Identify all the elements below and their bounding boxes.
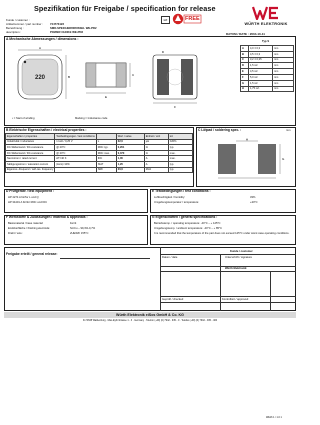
temperature-note: It is recommended that the temperature of the part does not exceed 125°C under worst case operating conditions. [154,232,290,235]
electrical-unit: A [144,161,168,167]
dim-unit: mm [273,63,294,69]
dim-unit: mm [273,74,294,80]
svg-text:D: D [161,50,165,54]
wuerth-logo [238,6,294,30]
dim-value: 5,0 ref. [249,74,273,80]
section-g-title: G Eigenschaften / general specifications : [152,215,218,219]
electrical-cond: ΔT=40 K [55,156,97,162]
company-line: Würth Elektronik eiSos GmbH & Co. KG [4,312,296,318]
col-value: Wert / value [116,134,144,140]
electrical-sym: RDC max. [96,150,116,156]
electrical-val: 0,370 [116,150,144,156]
finishing-label: Endoberfläche / finishing electrode: [8,227,50,230]
electrical-tol: typ. [168,161,192,167]
electrical-unit: µH [144,139,168,145]
electrical-prop: Induktivität / inductance [6,139,55,145]
svg-text:E: E [104,95,108,99]
release-label: Freigabe erteilt / general release: [6,252,58,256]
electrical-val: 0,261 [116,145,144,151]
dim-unit: mm [273,86,294,92]
svg-text:B: B [68,75,71,79]
svg-text:220: 220 [34,75,46,81]
rule-3 [160,271,296,272]
dim-value: 1,75 ref. [249,86,273,92]
electrical-tol: max. [168,150,192,156]
electrical-sym: RDC typ. [96,145,116,151]
dim-value: 3,2 ± 0,35 [249,57,273,63]
description-row [6,30,83,34]
dim-key: B [241,51,249,57]
checked-label: Geprüft / checked [162,298,184,301]
wuerth-heading: Würth Elektronik [225,267,247,270]
dimension-row [241,86,294,92]
dim-value: 4,0 ± 0,3 [249,46,273,52]
date-label: DATUM / DATE : 2004-10-11 [226,32,265,36]
section-e-title: E Testbedingungen / test conditions : [152,189,211,193]
we-logo-icon [252,6,280,20]
electrical-prop: Eigenres.-Frequenz / self-res. frequency [7,168,54,172]
electrical-cond: |ΔL/L|<10% [55,161,97,167]
mechanical-drawing [8,45,228,117]
humidity-value: 33% [250,196,256,199]
operating-temp: Betriebstemp. / operating temperature: -40°C – + 125°C [154,222,221,225]
dim-value: 1,5 ref. [249,63,273,69]
electrical-cond: @ 20°C [55,150,97,156]
electrical-sym: IDC [96,156,116,162]
temperature-value: +20°C [250,201,258,204]
svg-text:C: C [132,73,135,77]
free-label: FREE [185,16,200,22]
lead-free-logo [172,12,202,26]
dim-key: F [241,74,249,80]
electrical-table [5,133,193,173]
legend-marking: Marking = Inductance code [75,117,108,120]
description-label: description : [6,30,22,34]
electrical-sym: L [96,139,116,145]
test-equipment-1: HP 4274 A für/for L und Q [8,196,39,199]
svg-text:G: G [282,157,285,161]
electrical-val: 22,0 [116,139,144,145]
dimension-drawing [8,45,228,117]
description-value: POWER CHOKE WE-PD2 [50,30,84,34]
electrical-tol: max. [168,156,192,162]
dim-unit: mm [273,69,294,75]
customer-date-label: Datum / date [162,256,178,259]
bezeichnung-label: Bezeichnung : [6,26,24,30]
electrical-cond: 1 kHz / 0,25 V [55,139,97,145]
col-properties: Eigenschaften / properties [6,134,55,140]
test-equipment-2: HP 34401 A für/for RDC und IDC [8,201,48,204]
logo-text: WÜRTH ELEKTRONIK [244,22,288,26]
electrical-row [6,167,193,173]
partnumber-value: 744773122 [50,22,64,26]
electrical-prop: DC-Widerstand / DC-resistance [6,145,55,151]
electrical-cond: @ 20°C [55,145,97,151]
dim-key: C [241,57,249,63]
base-material-value: Ferrit [70,222,77,225]
address-line: D-74638 Waldenburg · Max-Eyth-Strasse 1 - 3 · Germany · Telefon (+49) (0) 7942 - 945 - 0 · Telefax (+49) (0) 7942 - 945 - 400 [82,319,218,322]
electrical-cond [55,167,97,173]
divider-v3 [270,271,271,311]
svg-text:A: A [38,46,42,50]
dim-key: H [241,86,249,92]
type-label: Typ S [262,40,270,43]
electrical-unit: MHz [144,167,168,173]
svg-text:H: H [245,138,249,142]
col-unit: Einheit / unit [144,134,168,140]
temperature-label: Umgebungstemperatur / temperature: [154,201,199,204]
dim-unit: mm [273,57,294,63]
electrical-unit: Ω [144,150,168,156]
dim-unit: mm [273,51,294,57]
svg-text:F: F [174,105,176,109]
dim-unit: mm [273,46,294,52]
soldering-pad-drawing [210,138,290,182]
electrical-tol: ±20% [168,139,192,145]
electrical-tol: typ. [168,145,192,151]
electrical-val: 1,20 [116,161,144,167]
dim-key: G [241,80,249,86]
pad-layout-icon [210,138,290,182]
base-material-label: Basismaterial / base material: [8,222,44,225]
dim-key: A [241,46,249,52]
bezeichnung-value: SMD-SPEICHERDROSSEL WE-PD2 [50,26,97,30]
col-conditions: Testbedingungen / test conditions [56,134,95,138]
electrical-prop: DC-Widerstand / DC-resistance [6,150,55,156]
wire-value: 2UEW/F 155°C [70,232,89,235]
humidity-label: Luftfeuchtigkeit / humidity: [154,196,186,199]
section-f-title: F Werkstoffe & Zulassungen / material & approvals : [6,215,88,219]
dim-key: D [241,63,249,69]
electrical-val: 1,00 [116,156,144,162]
electrical-unit: Ω [144,145,168,151]
section-b-title: B Elektrische Eigenschaften / electrical properties : [6,127,87,132]
electrical-prop: Nennstrom / rated current [6,156,55,162]
customer-label: Kunde / customer : [6,18,30,22]
customer-heading: Kunde / customer [230,250,253,253]
pad-unit-note: mm [286,129,291,132]
dim-unit: mm [273,80,294,86]
dim-value: 1,5 ref. [249,80,273,86]
rule-4 [160,296,296,297]
electrical-tol: typ. [168,167,192,173]
col-tolerance: tol. [168,134,192,140]
dimension-table [240,45,294,92]
section-a-title: A Mechanische Abmessungen / dimensions : [6,37,79,41]
rule-5 [160,302,296,303]
section-d-title: D Prüfgeräte / test equipment : [6,189,54,193]
dim-value: 4,5 ± 0,3 [249,51,273,57]
ambient-temp: Umgebungstemp. / ambient temperature: -40°C – + 85°C [154,227,222,230]
wire-label: Draht / wire: [8,232,23,235]
legend-start: • = Start of winding [12,117,35,120]
electrical-sym: SRF [96,167,116,173]
lf-badge: LF [161,16,170,24]
electrical-val: 20,0 [116,167,144,173]
finishing-value: Sn/Cu – 99,3%-0,7% [70,227,96,230]
page-title: Spezifikation für Freigabe / specification for release [34,4,216,13]
approved-label: Kontrolliert / approved [222,298,249,301]
partnumber-label: Artikelnummer / part number : [6,22,43,26]
rule-1 [160,254,296,255]
electrical-unit: A [144,156,168,162]
section-c-title: C Lötpad / soldering spec. : [198,127,242,132]
dim-value: 4,5 ref. [249,69,273,75]
electrical-sym: ISAT [96,161,116,167]
release-signature-line [60,258,150,259]
electrical-prop: Sättigungsstrom / saturation current [6,161,55,167]
customer-signature-label: Unterschrift / signature [225,256,253,259]
dim-key: E [241,69,249,75]
page-code: WE16 1 / 1.0 1 [266,416,282,419]
